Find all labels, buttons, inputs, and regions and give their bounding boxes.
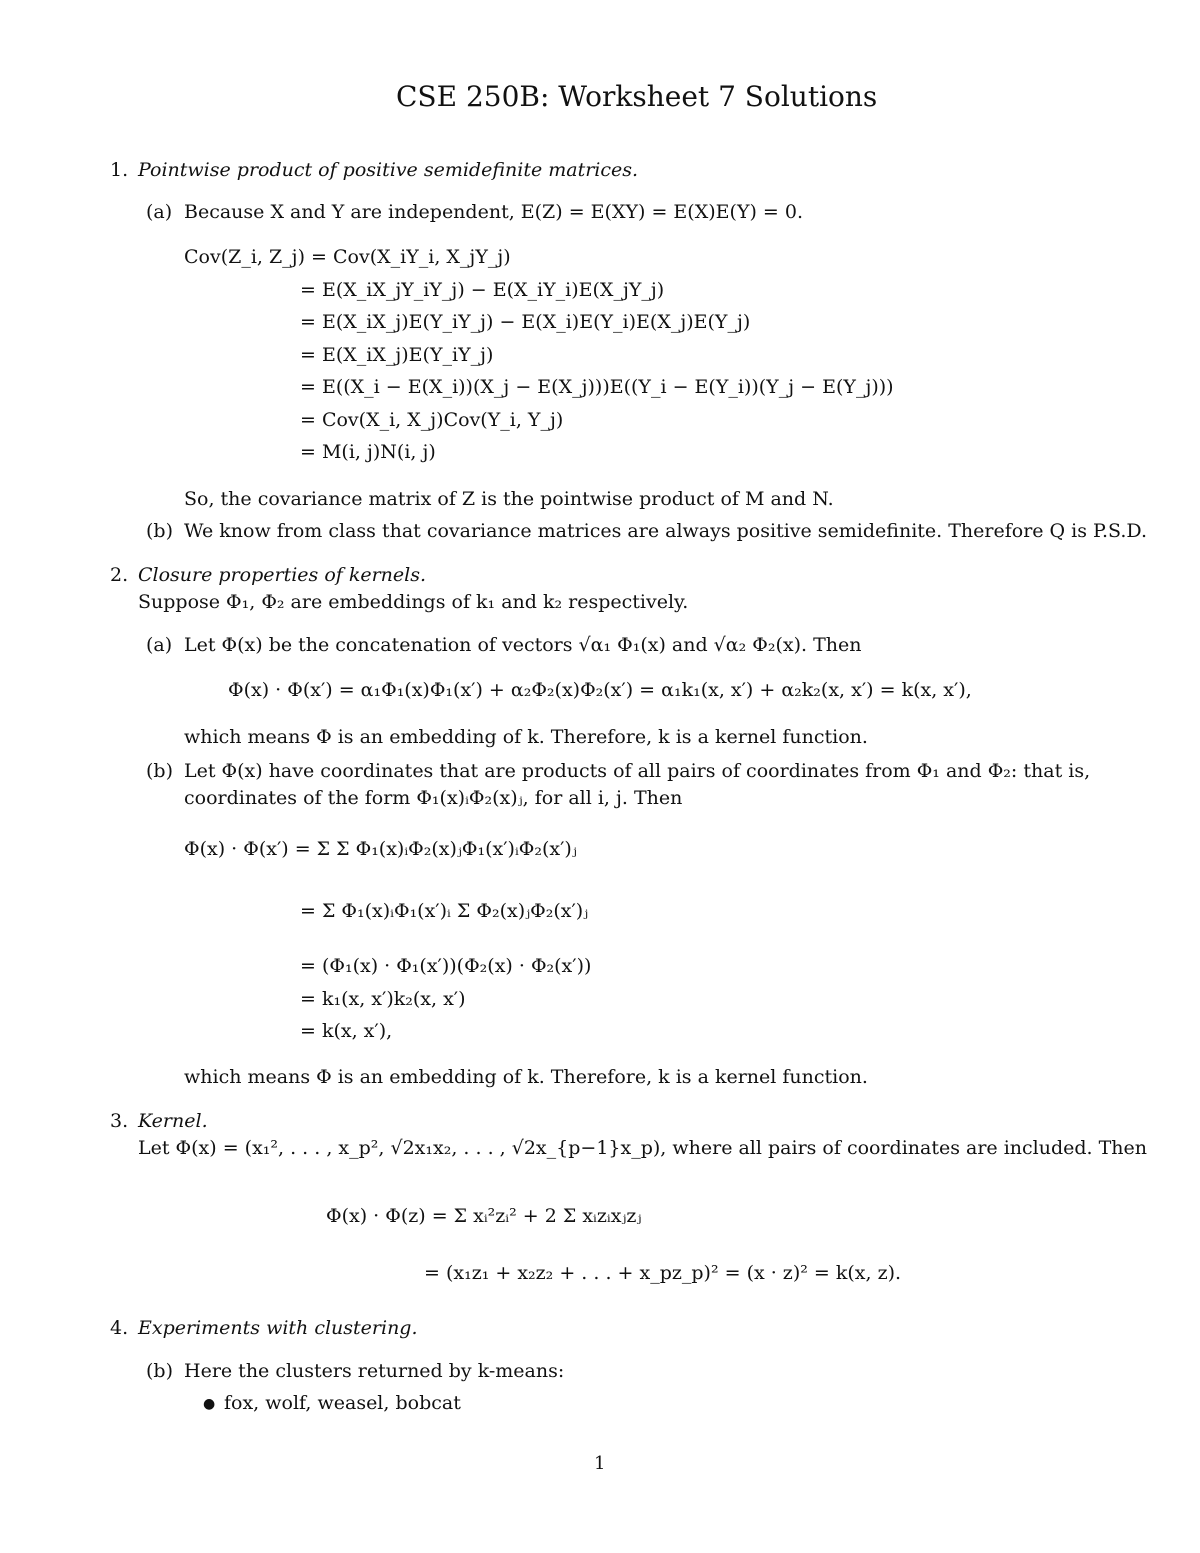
derivation-line: = (Φ₁(x) · Φ₁(x′))(Φ₂(x) · Φ₂(x′)) bbox=[300, 955, 592, 977]
problem-2-intro: Suppose Φ₁, Φ₂ are embeddings of k₁ and k₂ respectively. bbox=[138, 591, 689, 613]
problem-3-number: 3. bbox=[110, 1110, 129, 1132]
derivation-line: = Σ Φ₁(x)ᵢΦ₁(x′)ᵢ Σ Φ₂(x)ⱼΦ₂(x′)ⱼ bbox=[300, 900, 589, 922]
problem-2a-display-equation: Φ(x) · Φ(x′) = α₁Φ₁(x)Φ₁(x′) + α₂Φ₂(x)Φ₂(x′) = α₁k₁(x, x′) + α₂k₂(x, x′) = k(x, x′), bbox=[228, 679, 972, 701]
derivation-line: = M(i, j)N(i, j) bbox=[300, 441, 436, 463]
problem-2b-text-line2: coordinates of the form Φ₁(x)ᵢΦ₂(x)ⱼ, for all i, j. Then bbox=[184, 787, 683, 809]
problem-1a-text: Because X and Y are independent, E(Z) = E(XY) = E(X)E(Y) = 0. bbox=[184, 201, 804, 223]
page-title: CSE 250B: Worksheet 7 Solutions bbox=[396, 80, 878, 113]
problem-3-heading: Kernel. bbox=[138, 1110, 208, 1132]
problem-4b-label: (b) bbox=[146, 1360, 173, 1382]
problem-4-number: 4. bbox=[110, 1317, 129, 1339]
problem-4b-text: Here the clusters returned by k-means: bbox=[184, 1360, 565, 1382]
problem-2b-text-line1: Let Φ(x) have coordinates that are products of all pairs of coordinates from Φ₁ and Φ₂: that is, bbox=[184, 760, 1091, 782]
problem-1a-conclusion: So, the covariance matrix of Z is the pointwise product of M and N. bbox=[184, 488, 834, 510]
derivation-line: = E(X_iX_jY_iY_j) − E(X_iY_i)E(X_jY_j) bbox=[300, 279, 665, 301]
bullet-icon: ● bbox=[203, 1396, 216, 1412]
problem-2b-label: (b) bbox=[146, 760, 173, 782]
problem-1b-label: (b) bbox=[146, 520, 173, 542]
problem-2b-conclusion: which means Φ is an embedding of k. Therefore, k is a kernel function. bbox=[184, 1066, 868, 1088]
derivation-line: Φ(x) · Φ(x′) = Σ Σ Φ₁(x)ᵢΦ₂(x)ⱼΦ₁(x′)ᵢΦ₂(x′)ⱼ bbox=[184, 838, 577, 860]
page-number: 1 bbox=[594, 1453, 606, 1474]
derivation-line: = Cov(X_i, X_j)Cov(Y_i, Y_j) bbox=[300, 409, 564, 431]
derivation-line: = E(X_iX_j)E(Y_iY_j) bbox=[300, 344, 494, 366]
problem-2a-conclusion: which means Φ is an embedding of k. Therefore, k is a kernel function. bbox=[184, 726, 868, 748]
cluster-list-item: fox, wolf, weasel, bobcat bbox=[224, 1392, 461, 1414]
derivation-line: = k₁(x, x′)k₂(x, x′) bbox=[300, 988, 466, 1010]
derivation-line: = E((X_i − E(X_i))(X_j − E(X_j)))E((Y_i − E(Y_i))(Y_j − E(Y_j))) bbox=[300, 376, 894, 398]
derivation-line: = E(X_iX_j)E(Y_iY_j) − E(X_i)E(Y_i)E(X_j)E(Y_j) bbox=[300, 311, 751, 333]
derivation-line: Cov(Z_i, Z_j) = Cov(X_iY_i, X_jY_j) bbox=[184, 246, 511, 268]
problem-3-display-line1: Φ(x) · Φ(z) = Σ xᵢ²zᵢ² + 2 Σ xᵢzᵢxⱼzⱼ bbox=[326, 1205, 642, 1227]
problem-4-heading: Experiments with clustering. bbox=[138, 1317, 418, 1339]
problem-3-display-line2: = (x₁z₁ + x₂z₂ + . . . + x_pz_p)² = (x · z)² = k(x, z). bbox=[424, 1262, 902, 1284]
problem-2a-label: (a) bbox=[146, 634, 173, 656]
problem-1b-text: We know from class that covariance matrices are always positive semidefinite. Therefore Q is P.S.D. bbox=[184, 520, 1147, 542]
problem-3-intro: Let Φ(x) = (x₁², . . . , x_p², √2x₁x₂, . . . , √2x_{p−1}x_p), where all pairs of coordinates are included. Then bbox=[138, 1137, 1148, 1159]
problem-1-number: 1. bbox=[110, 159, 129, 181]
problem-1-heading: Pointwise product of positive semidefinite matrices. bbox=[138, 159, 639, 181]
problem-2a-text: Let Φ(x) be the concatenation of vectors √α₁ Φ₁(x) and √α₂ Φ₂(x). Then bbox=[184, 634, 862, 656]
problem-1a-label: (a) bbox=[146, 201, 173, 223]
problem-2-number: 2. bbox=[110, 564, 129, 586]
derivation-line: = k(x, x′), bbox=[300, 1020, 393, 1042]
problem-2-heading: Closure properties of kernels. bbox=[138, 564, 427, 586]
